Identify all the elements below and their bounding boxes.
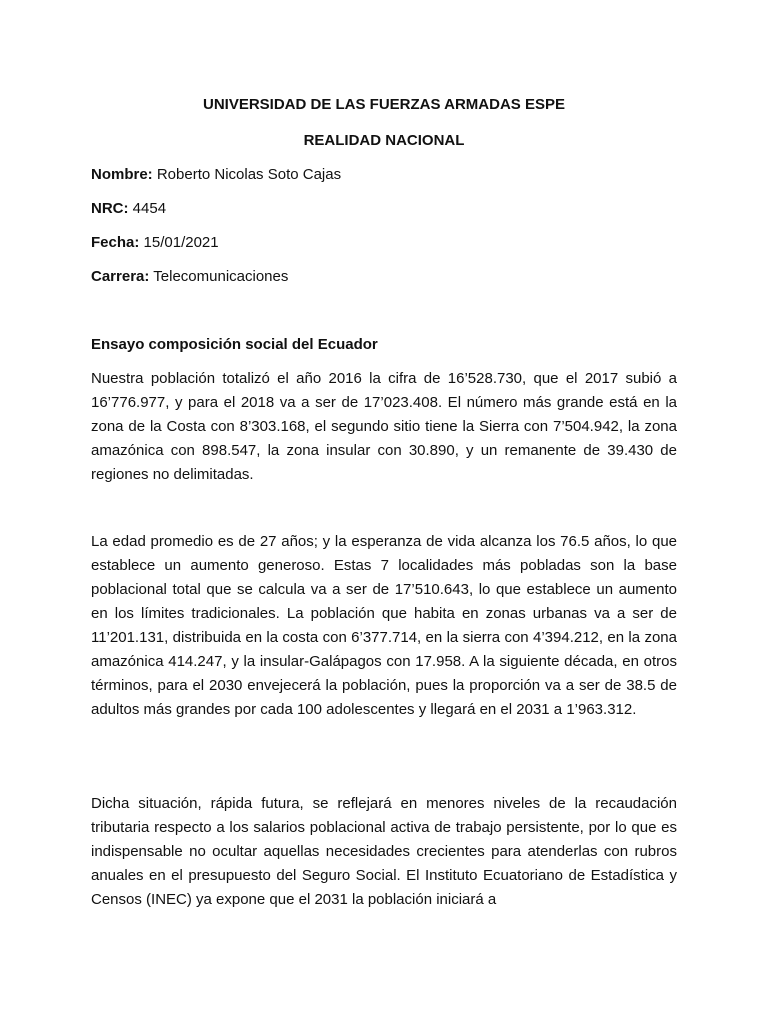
field-fecha: [91, 233, 219, 253]
field-nombre: [91, 165, 341, 185]
field-carrera: [91, 267, 288, 287]
field-nrc: [91, 199, 166, 219]
field-nrc-value: 4454: [132, 200, 167, 217]
university-title: UNIVERSIDAD DE LAS FUERZAS ARMADAS ESPE: [203, 96, 565, 113]
course-title: REALIDAD NACIONAL: [303, 132, 465, 149]
field-carrera-label: Carrera:: [91, 268, 150, 285]
field-fecha-label: Fecha:: [91, 234, 140, 251]
field-nombre-value: Roberto Nicolas Soto Cajas: [156, 166, 342, 183]
field-carrera-value: Telecomunicaciones: [153, 268, 289, 285]
essay-paragraph: Nuestra población totalizó el año 2016 la cifra de 16’528.730, que el 2017 subió a 16’776.977, y para el 2018 va a ser de 17’023.408. El número más grande está en la zona de la Costa con 8’303.168, el segundo sitio tiene la Sierra con 7’504.942, la zona amazónica con 898.547, la zona insular con 30.890, y un remanente de 39.430 de regiones no delimitadas.: [91, 370, 677, 483]
field-nrc-label: NRC:: [91, 200, 129, 217]
field-nombre-label: Nombre:: [91, 166, 153, 183]
essay-paragraph: Dicha situación, rápida futura, se reflejará en menores niveles de la recaudación tributaria respecto a los salarios poblacional activa de trabajo persistente, por lo que es indispensable no ocultar aquellas necesidades crecientes para atenderlas con rubros anuales en el presupuesto del Seguro Social. El Instituto Ecuatoriano de Estadística y Censos (INEC) ya expone que el 2031 la población iniciará a: [91, 795, 677, 908]
field-fecha-value: 15/01/2021: [143, 234, 219, 251]
essay-title: Ensayo composición social del Ecuador: [91, 336, 378, 353]
essay-paragraph: La edad promedio es de 27 años; y la esperanza de vida alcanza los 76.5 años, lo que establece un aumento generoso. Estas 7 localidades más pobladas son la base poblacional total que se calcula va a ser de 17’510.643, lo que establece un aumento en los límites tradicionales. La población que habita en zonas urbanas va a ser de 11’201.131, distribuida en la costa con 6’377.714, en la sierra con 4’394.212, en la zona amazónica 414.247, y la insular-Galápagos con 17.958. A la siguiente década, en otros términos, para el 2030 envejecerá la población, pues la proporción va a ser de 38.5 de adultos más grandes por cada 100 adolescentes y llegará en el 2031 a 1’963.312.: [91, 533, 677, 718]
